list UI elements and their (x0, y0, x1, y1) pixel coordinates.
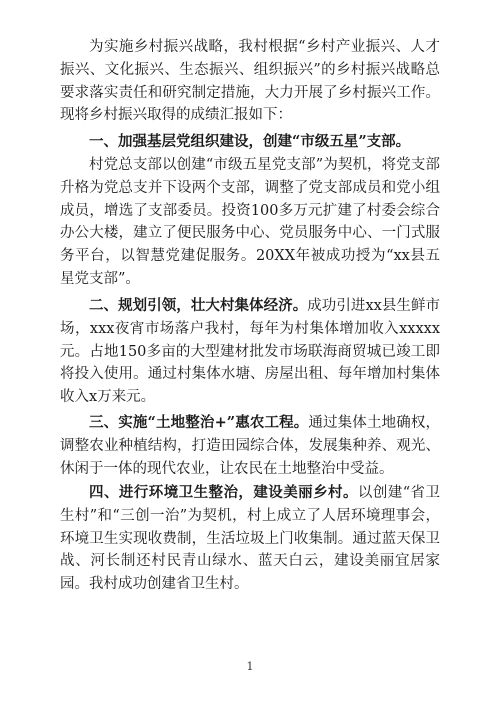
section2-paragraph (60, 295, 440, 409)
section4-paragraph (60, 482, 440, 596)
section1-heading: 一、加强基层党组织建设，创建“市级五星”支部。 (89, 133, 411, 150)
section2-body: 成功引进xx县生鲜市场，xxx夜宵市场落户我村，每年为村集体增加收入xxxxx元。占地150多亩的大型建材批发市场联海商贸城已竣工即将投入使用。通过村集体水塘、房屋出租、每年增加村集体收入x万来元。 (60, 298, 441, 406)
page-number: 1 (246, 660, 254, 673)
section4-body: 以创建“省卫生村”和“三创一治”为契机，村上成立了人居环境理事会，环境卫生实现收费制，生活垃圾上门收集制。通过蓝天保卫战、河长制还村民青山绿水、蓝天白云，建设美丽宜居家园。我村成功创建省卫生村。 (60, 485, 440, 593)
section1-body: 村党总支部以创建“市级五星党支部”为契机，将党支部升格为党总支并下设两个支部，调整了党支部成员和党小组成员，增选了支部委员。投资100多万元扩建了村委会综合办公大楼，建立了便民服务中心、党员服务中心、一门式服务平台，以智慧党建促服务。20XX年被成功授为“xx县五星党支部”。 (60, 157, 440, 287)
section2-heading: 二、规划引领，壮大村集体经济。 (89, 297, 308, 314)
intro-paragraph (60, 36, 440, 127)
section3-body: 通过集体土地确权，调整农业种植结构，打造田园综合体，发展集种养、观光、休闲于一体的现代农业，让农民在土地整治中受益。 (60, 415, 440, 477)
intro-text: 为实施乡村振兴战略，我村根据“乡村产业振兴、人才振兴、文化振兴、生态振兴、组织振兴”的乡村振兴战略总要求落实责任和研究制定措施，大力开展了乡村振兴工作。现将乡村振兴取得的成绩汇报如下： (60, 39, 440, 124)
section1-body-paragraph (60, 154, 440, 291)
section3-heading: 三、实施“土地整治+”惠农工程。 (89, 414, 309, 431)
section4-heading: 四、进行环境卫生整治，建设美丽乡村。 (89, 484, 358, 501)
section1-paragraph (60, 131, 440, 154)
section3-paragraph (60, 412, 440, 480)
